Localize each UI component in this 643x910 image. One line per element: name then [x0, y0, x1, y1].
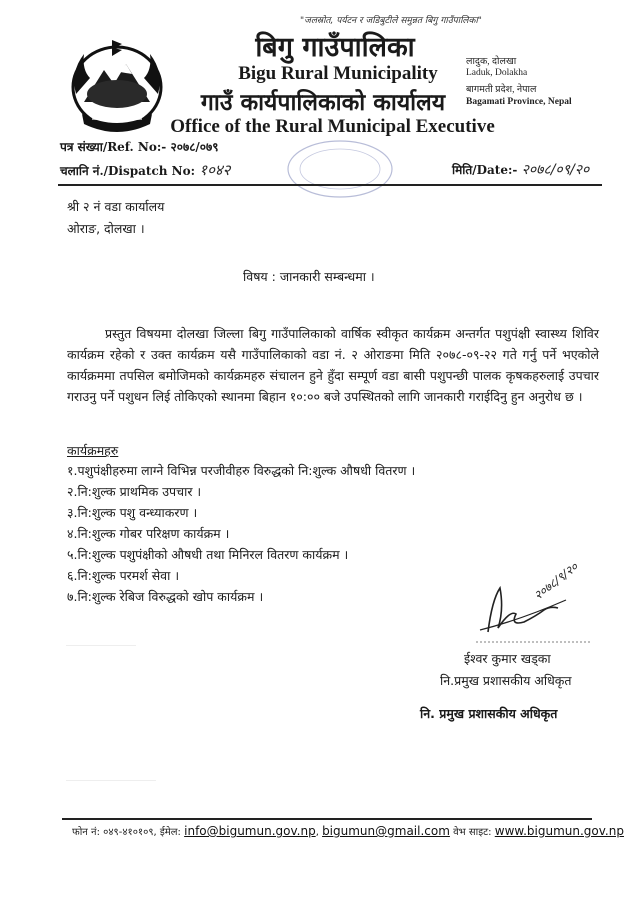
- recipient-line: ओराङ, दोलखा ।: [67, 221, 145, 236]
- program-item: ६.नि:शुल्क परमर्श सेवा ।: [67, 568, 180, 583]
- email-separator: ,: [315, 827, 319, 838]
- signatory-stamp-title: नि. प्रमुख प्रशासकीय अधिकृत: [420, 706, 558, 721]
- program-item: २.नि:शुल्क प्राथमिक उपचार ।: [67, 484, 202, 499]
- program-item: ४.नि:शुल्क गोबर परिक्षण कार्यक्रम ।: [67, 526, 230, 541]
- body-paragraph: प्रस्तुत विषयमा दोलखा जिल्ला बिगु गाउँपालिकाको वार्षिक स्वीकृत कार्यक्रम अन्तर्गत पशुपंक्षी स्वास्थ्य शिविर कार्यक्रम रहेको र उक्त कार्यक्रम यसै गाउँपालिकाको वडा नं. २ ओराङमा मिति २०७८-०९-२२ गते गर्नु पर्ने भएकोले कार्यक्रममा तपसिल बमोजिमको कार्यक्रमहरु संचालन हुने हुँदा सम्पूर्ण वडा बासी पशुपन्छी पालक कृषकहरुलाई उपचार गराउनु पर्ने पशुधन लिई तोकिएको स्थानमा बिहान १०:०० बजे उपस्थितको लागि जानकारी गराईदिनु हुन अनुरोध छ ।: [67, 326, 599, 404]
- office-name-english: Office of the Rural Municipal Executive: [170, 116, 495, 137]
- dispatch-label: चलानि नं./Dispatch No:: [60, 164, 196, 178]
- bleed-through-mark: [66, 645, 136, 706]
- date-value: २०७८/०९/२०: [521, 162, 590, 178]
- email-link-info[interactable]: info@bigumun.gov.np: [184, 824, 316, 838]
- program-item: ५.नि:शुल्क पशुपंक्षीको औषधी तथा मिनिरल वितरण कार्यक्रम ।: [67, 547, 349, 562]
- email-link-gmail[interactable]: bigumun@gmail.com: [322, 824, 450, 838]
- handwritten-signature: [440, 570, 600, 645]
- address-line: लादुक, दोलखा: [466, 57, 517, 67]
- ref-label: पत्र संख्या/Ref. No:-: [60, 140, 167, 154]
- date-label: मिति/Date:-: [452, 163, 518, 177]
- municipality-name-english: Bigu Rural Municipality: [238, 63, 438, 84]
- municipality-name-nepali: बिगु गाउँपालिका: [255, 32, 415, 63]
- signatory-title: नि.प्रमुख प्रशासकीय अधिकृत: [440, 673, 572, 688]
- nepal-emblem-logo: [62, 32, 172, 137]
- footer-contact: [72, 824, 624, 838]
- header-divider: [58, 184, 602, 186]
- office-name-nepali: गाउँ कार्यपालिकाको कार्यालय: [200, 90, 446, 116]
- signature-date: २०७८/९/२०: [531, 559, 581, 603]
- dispatch-number: [60, 160, 230, 180]
- address-line: Laduk, Dolakha: [466, 68, 528, 78]
- office-stamp: [285, 138, 395, 200]
- programs-heading: कार्यक्रमहरु: [67, 443, 119, 458]
- signatory-name: ईश्वर कुमार खड्का: [464, 651, 551, 666]
- footer-divider: [62, 818, 592, 820]
- ref-value: २०७८/०७९: [170, 140, 219, 154]
- dispatch-value: १०४२: [199, 161, 231, 179]
- address-line: बागमती प्रदेश, नेपाल: [466, 85, 537, 95]
- phone-label: फोन नं: ०४९-४१०१०९, ईमेल:: [72, 827, 181, 838]
- address-line: Bagamati Province, Nepal: [466, 97, 572, 107]
- bleed-through-mark: [66, 780, 156, 801]
- ref-number: [60, 138, 219, 155]
- letter-date: [452, 160, 589, 179]
- motto: "जलस्रोत, पर्यटन र जडिबुटीले समुन्नत बिगु गाउँपालिका": [300, 16, 482, 26]
- recipient-line: श्री २ नं वडा कार्यालय: [67, 199, 165, 214]
- website-link[interactable]: www.bigumun.gov.np: [494, 824, 624, 838]
- program-item: ७.नि:शुल्क रेबिज विरुद्धको खोप कार्यक्रम ।: [67, 589, 264, 604]
- program-item: ३.नि:शुल्क पशु वन्ध्याकरण ।: [67, 505, 198, 520]
- subject-line: विषय : जानकारी सम्बन्धमा ।: [243, 269, 375, 284]
- website-label: वेभ साइट:: [453, 827, 492, 838]
- program-item: १.पशुपंक्षीहरुमा लाग्ने विभिन्न परजीवीहरु विरुद्धको नि:शुल्क औषधी वितरण ।: [67, 463, 416, 478]
